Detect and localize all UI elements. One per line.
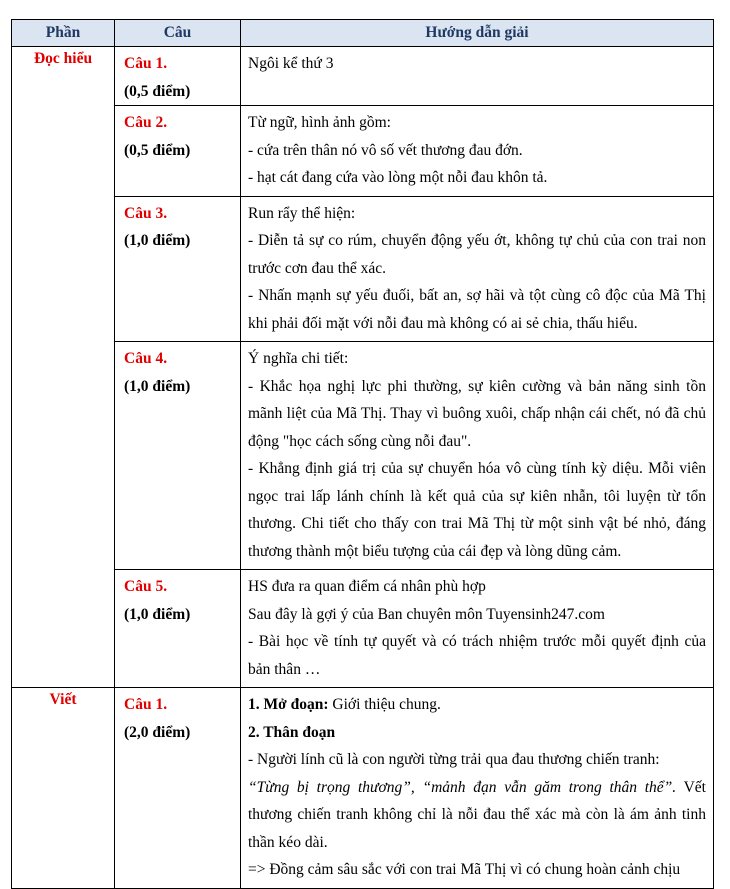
question-points: (1,0 điểm) [124,377,191,395]
question-points: (1,0 điểm) [124,605,191,623]
question-points: (0,5 điểm) [124,141,191,159]
answer-line: - Diễn tả sự co rúm, chuyển động yếu ớt, không tự chủ của con trai non trước cơn đau thể xác. [248,232,706,277]
quote-text: “Từng bị trọng thương”, “mảnh đạn vẫn găm trong thân thể”. [248,778,677,796]
answer-line: Từ ngữ, hình ảnh gồm: [248,114,391,131]
header-row [12,20,714,47]
question-cell [115,196,241,342]
intro-text: Giới thiệu chung. [328,696,441,713]
question-cell [115,342,241,570]
table-row [12,570,714,688]
question-cell [115,47,241,106]
question-number: Câu 2. [124,114,168,131]
table-row [12,688,714,889]
body-heading: 2. Thân đoạn [248,723,336,741]
answer-line [248,719,706,747]
section-writing: Viết [12,688,115,889]
answer-line: - cứa trên thân nó vô số vết thương đau đớn. [248,141,523,159]
answer-line: - Nhấn mạnh sự yếu đuối, bất an, sợ hãi và tột cùng cô độc của Mã Thị khi phải đối mặt với nỗi đau mà không có ai sẻ chia, thấu hiểu. [248,287,706,332]
question-points: (1,0 điểm) [124,232,191,249]
answer-cell [241,47,714,106]
answer-line: - Người lính cũ là con người từng trải qua đau thương chiến tranh: [248,751,660,768]
question-number: Câu 4. [124,350,168,367]
answer-cell [241,688,714,889]
answer-line [248,691,706,719]
section-reading: Đọc hiểu [12,47,115,688]
answer-cell [241,342,714,570]
question-cell [115,570,241,688]
answer-line: => Đồng cảm sâu sắc với con trai Mã Thị vì có chung hoàn cảnh chịu [248,861,681,878]
answer-cell [241,196,714,342]
question-number: Câu 1. [124,696,168,713]
answer-line [248,774,706,857]
answer-line: Sau đây là gợi ý của Ban chuyên môn Tuyensinh247.com [248,605,605,623]
table-row [12,106,714,197]
answer-line: Run rẩy thể hiện: [248,204,356,222]
question-points: (2,0 điểm) [124,723,191,741]
answer-table [11,19,714,889]
answer-line: - Bài học về tính tự quyết và có trách nhiệm trước mỗi quyết định của bản thân … [248,633,706,678]
intro-heading: 1. Mở đoạn: [248,696,329,713]
question-number: Câu 5. [124,578,168,595]
question-cell [115,688,241,889]
body-text: Vết thương chiến tranh không chỉ là nỗi đau thể xác mà còn là ám ảnh tinh thần kéo dài. [248,778,706,851]
question-number: Câu 3. [124,204,168,222]
header-guide: Hướng dẫn giải [241,20,714,47]
answer-line: Ý nghĩa chi tiết: [248,350,349,367]
answer-cell [241,570,714,688]
answer-cell [241,106,714,197]
table-row [12,47,714,106]
answer-line: Ngôi kể thứ 3 [248,55,334,72]
table-row [12,196,714,342]
answer-line: HS đưa ra quan điểm cá nhân phù hợp [248,578,486,595]
header-question: Câu [115,20,241,47]
question-number: Câu 1. [124,55,168,72]
answer-line: - Khắc họa nghị lực phi thường, sự kiên cường và bản năng sinh tồn mãnh liệt của Mã Thị. Thay vì buông xuôi, chấp nhận cái chết, nó đã chủ động "học cách sống cùng nỗi đau". [248,377,706,450]
header-part: Phần [12,20,115,47]
answer-line: - hạt cát đang cứa vào lòng một nỗi đau khôn tả. [248,169,548,186]
answer-line: - Khẳng định giá trị của sự chuyển hóa vô cùng tính kỳ diệu. Mỗi viên ngọc trai lấp lánh chính là kết quả của sự kiên nhẫn, tôi luyện từ tổn thương. Chi tiết cho thấy con trai Mã Thị từ một sinh vật bé nhỏ, đáng thương thành một biểu tượng của cái đẹp và lòng dũng cảm. [248,460,706,560]
question-points: (0,5 điểm) [124,82,191,100]
question-cell [115,106,241,197]
table-row [12,342,714,570]
